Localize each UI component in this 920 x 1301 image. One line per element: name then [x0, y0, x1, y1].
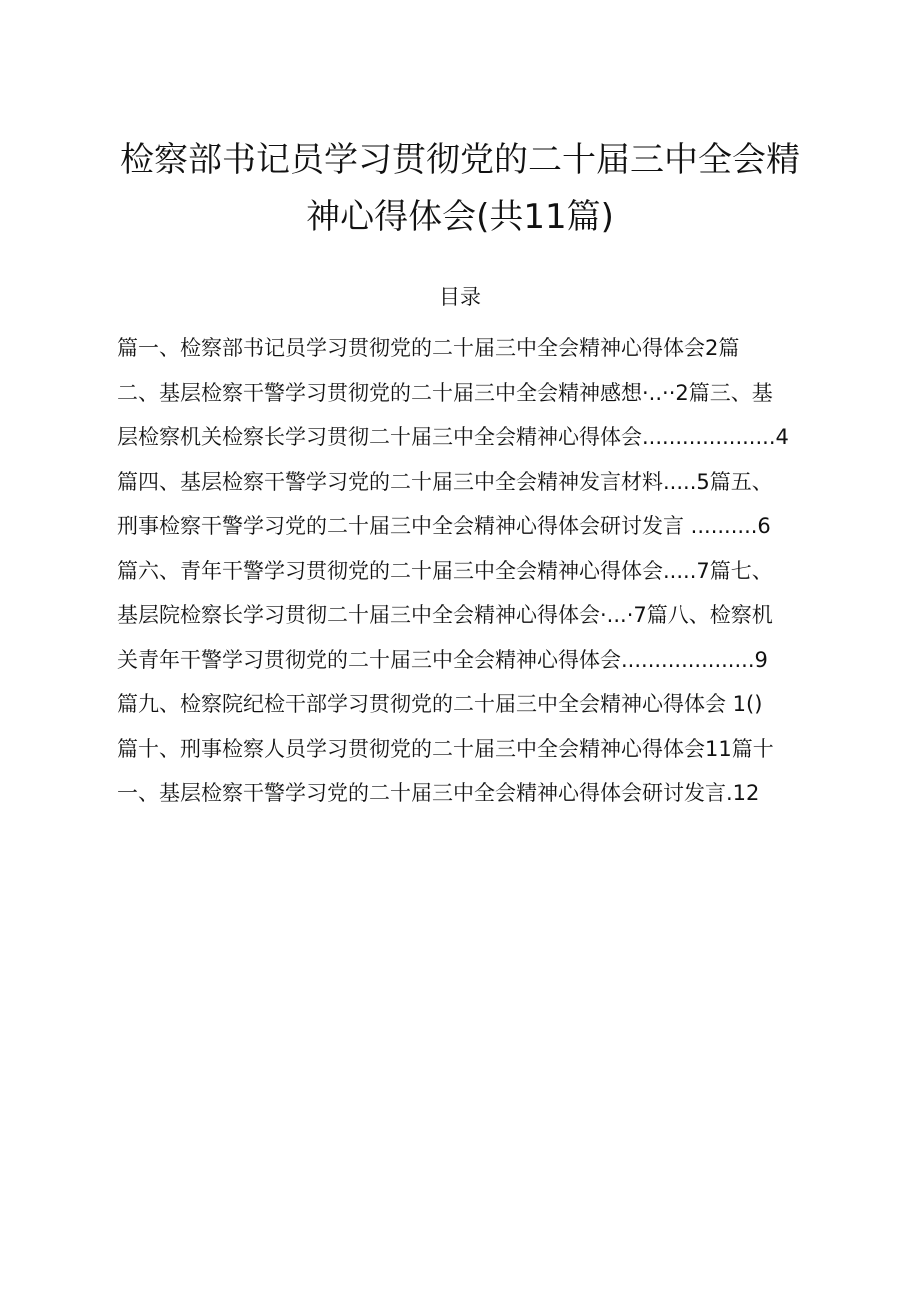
toc-line: 篇十、刑事检察人员学习贯彻党的二十届三中全会精神心得体会11篇十: [117, 736, 774, 761]
toc-line: 篇四、基层检察干警学习党的二十届三中全会精神发言材料.....5篇五、: [117, 469, 773, 494]
document-title-line-1: 检察部书记员学习贯彻党的二十届三中全会精: [120, 140, 800, 180]
table-of-contents: [117, 326, 837, 816]
toc-line: 关青年干警学习贯彻党的二十届三中全会精神心得体会....................9: [117, 647, 768, 672]
toc-line: 层检察机关检察长学习贯彻二十届三中全会精神心得体会....................4: [117, 425, 789, 449]
toc-line: 一、基层检察干警学习党的二十届三中全会精神心得体会研讨发言.12: [117, 781, 760, 805]
document-title-line-2: 神心得体会(共11篇): [306, 197, 614, 237]
toc-line: 篇六、青年干警学习贯彻党的二十届三中全会精神心得体会.....7篇七、: [117, 558, 773, 583]
toc-line: 基层院检察长学习贯彻二十届三中全会精神心得体会·...·7篇八、检察机: [117, 603, 773, 627]
toc-line: 二、基层检察干警学习贯彻党的二十届三中全会精神感想·..··2篇三、基: [117, 380, 773, 405]
toc-line: 刑事检察干警学习党的二十届三中全会精神心得体会研讨发言 ..........6: [117, 514, 771, 538]
toc-line: 篇九、检察院纪检干部学习贯彻党的二十届三中全会精神心得体会 1(): [117, 692, 763, 716]
toc-line: 篇一、检察部书记员学习贯彻党的二十届三中全会精神心得体会2篇: [117, 336, 740, 360]
toc-heading: 目录: [439, 285, 481, 309]
